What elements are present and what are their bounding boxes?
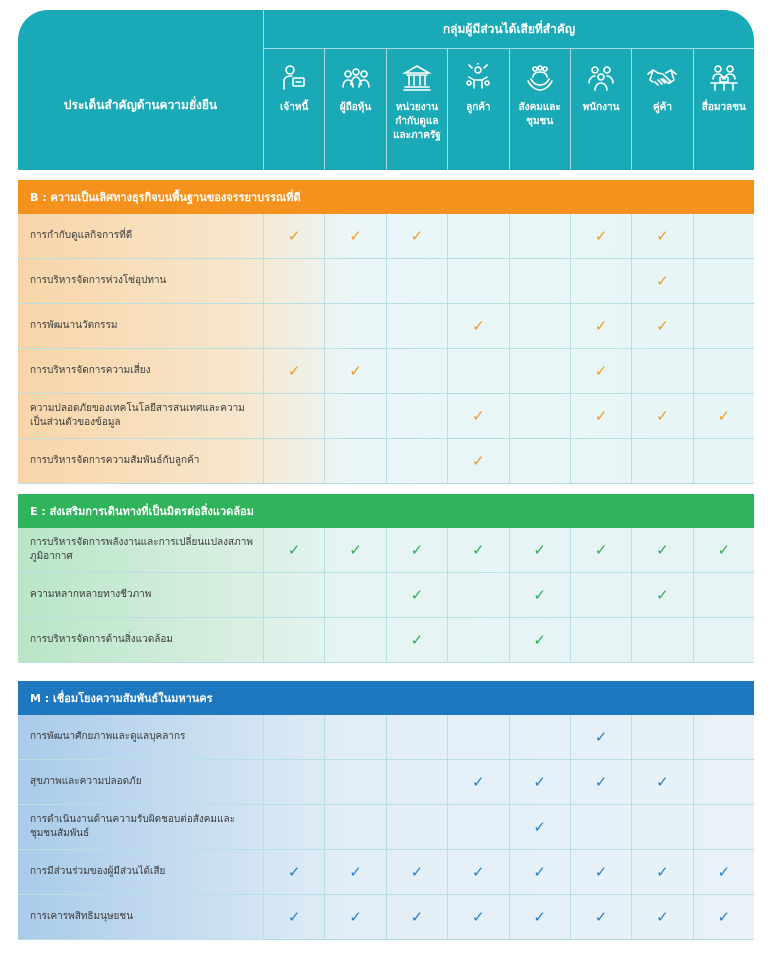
check-mark-icon: ✓ — [656, 773, 669, 791]
check-mark-icon: ✓ — [656, 272, 669, 290]
matrix-cell — [570, 394, 631, 438]
issue-label: ความปลอดภัยของเทคโนโลยีสารสนเทศและความเป็นส่วนตัวของข้อมูล — [30, 403, 245, 428]
shareholders-icon — [341, 63, 371, 93]
stakeholder-columns — [263, 49, 754, 170]
matrix-cell — [447, 805, 508, 849]
table-row — [18, 349, 754, 394]
check-mark-icon: ✓ — [410, 227, 424, 245]
check-mark-icon: ✓ — [349, 541, 362, 559]
employees-icon — [586, 63, 616, 93]
matrix-cell — [631, 895, 692, 939]
matrix-cell — [509, 259, 570, 303]
check-mark-icon: ✓ — [349, 362, 362, 380]
matrix-cell — [570, 715, 631, 759]
check-mark-icon: ✓ — [410, 908, 424, 926]
issue-label: การบริหารจัดการความสัมพันธ์กับลูกค้า — [30, 455, 200, 466]
matrix-cell — [693, 618, 754, 662]
check-mark-icon: ✓ — [717, 541, 731, 559]
matrix-cell — [447, 715, 508, 759]
matrix-cell — [386, 618, 447, 662]
section-metropolitan-relations — [18, 681, 754, 940]
matrix-cell — [693, 394, 754, 438]
check-mark-icon: ✓ — [656, 863, 669, 881]
matrix-cell — [509, 214, 570, 258]
section-title: E : ส่งเสริมการเดินทางที่เป็นมิตรต่อสิ่งแวดล้อม — [18, 494, 754, 528]
check-mark-icon: ✓ — [533, 541, 546, 559]
matrix-cell — [386, 439, 447, 483]
check-mark-icon: ✓ — [287, 541, 301, 559]
matrix-cell — [447, 618, 508, 662]
matrix-cell — [631, 805, 692, 849]
matrix-cell — [631, 573, 692, 617]
matrix-cell — [324, 214, 385, 258]
matrix-cell — [263, 304, 324, 348]
matrix-cell — [631, 715, 692, 759]
section-rows — [18, 715, 754, 940]
matrix-cell — [324, 573, 385, 617]
check-mark-icon: ✓ — [717, 863, 731, 881]
table-row — [18, 805, 754, 850]
section-title: M : เชื่อมโยงความสัมพันธ์ในมหานคร — [18, 681, 754, 715]
matrix-cell — [693, 214, 754, 258]
matrix-cell — [570, 259, 631, 303]
stakeholder-label: สังคมและชุมชน — [518, 102, 561, 127]
matrix-cell — [509, 394, 570, 438]
matrix-cell — [693, 304, 754, 348]
check-mark-icon: ✓ — [410, 586, 424, 604]
check-mark-icon: ✓ — [533, 908, 546, 926]
matrix-cell — [509, 715, 570, 759]
matrix-cell — [570, 439, 631, 483]
matrix-cell — [324, 715, 385, 759]
sustainability-issues-header: ประเด็นสำคัญด้านความยั่งยืน — [18, 10, 263, 170]
table-row — [18, 259, 754, 304]
matrix-cell — [447, 850, 508, 894]
matrix-cell — [263, 895, 324, 939]
matrix-cell — [263, 349, 324, 393]
matrix-cell — [263, 528, 324, 572]
matrix-cell — [324, 439, 385, 483]
media-icon — [709, 63, 739, 93]
matrix-cell — [447, 259, 508, 303]
check-mark-icon: ✓ — [656, 908, 669, 926]
matrix-cell — [509, 439, 570, 483]
matrix-cell — [263, 618, 324, 662]
check-mark-icon: ✓ — [717, 407, 731, 425]
check-mark-icon: ✓ — [410, 863, 424, 881]
table-row — [18, 528, 754, 573]
matrix-cell — [386, 214, 447, 258]
table-row — [18, 618, 754, 663]
matrix-cell — [263, 394, 324, 438]
matrix-cell — [447, 760, 508, 804]
matrix-cell — [263, 214, 324, 258]
issue-label: การบริหารจัดการพลังงานและการเปลี่ยนแปลงสภาพภูมิอากาศ — [30, 537, 253, 562]
check-mark-icon: ✓ — [594, 541, 608, 559]
table-row — [18, 214, 754, 259]
matrix-cell — [447, 895, 508, 939]
check-mark-icon: ✓ — [287, 227, 301, 245]
matrix-cell — [386, 394, 447, 438]
matrix-cell — [631, 528, 692, 572]
stakeholder-column-customers — [447, 49, 508, 170]
check-mark-icon: ✓ — [594, 407, 608, 425]
check-mark-icon: ✓ — [349, 863, 362, 881]
matrix-cell — [447, 439, 508, 483]
check-mark-icon: ✓ — [287, 908, 301, 926]
check-mark-icon: ✓ — [533, 586, 546, 604]
matrix-cell — [631, 349, 692, 393]
matrix-cell — [447, 304, 508, 348]
check-mark-icon: ✓ — [533, 773, 546, 791]
matrix-cell — [509, 573, 570, 617]
matrix-cell — [447, 349, 508, 393]
matrix-cell — [693, 850, 754, 894]
stakeholder-column-government — [386, 49, 447, 170]
matrix-cell — [263, 259, 324, 303]
matrix-cell — [324, 805, 385, 849]
matrix-cell — [631, 214, 692, 258]
matrix-cell — [324, 304, 385, 348]
matrix-cell — [447, 394, 508, 438]
check-mark-icon: ✓ — [656, 317, 669, 335]
handshake-icon — [647, 63, 677, 93]
check-mark-icon: ✓ — [594, 863, 608, 881]
check-mark-icon: ✓ — [656, 407, 669, 425]
matrix-cell — [693, 895, 754, 939]
matrix-cell — [570, 805, 631, 849]
matrix-cell — [386, 304, 447, 348]
table-header — [18, 10, 754, 170]
matrix-cell — [324, 760, 385, 804]
check-mark-icon: ✓ — [287, 362, 301, 380]
government-building-icon — [402, 63, 432, 93]
section-environment — [18, 494, 754, 663]
issue-label: การบริหารจัดการห่วงโซ่อุปทาน — [30, 275, 167, 286]
table-row — [18, 439, 754, 484]
matrix-cell — [386, 805, 447, 849]
check-mark-icon: ✓ — [472, 452, 485, 470]
matrix-cell — [693, 573, 754, 617]
matrix-cell — [263, 439, 324, 483]
check-mark-icon: ✓ — [594, 728, 608, 746]
stakeholder-column-community — [509, 49, 570, 170]
check-mark-icon: ✓ — [717, 908, 731, 926]
matrix-cell — [631, 618, 692, 662]
matrix-cell — [631, 760, 692, 804]
community-icon — [525, 63, 555, 93]
issue-label: การบริหารจัดการความเสี่ยง — [30, 365, 151, 376]
table-row — [18, 394, 754, 439]
stakeholder-label: เจ้าหนี้ — [280, 102, 309, 113]
issue-label: สุขภาพและความปลอดภัย — [30, 776, 142, 787]
customers-icon — [463, 63, 493, 93]
matrix-cell — [570, 760, 631, 804]
matrix-cell — [509, 349, 570, 393]
check-mark-icon: ✓ — [410, 541, 424, 559]
check-mark-icon: ✓ — [349, 227, 362, 245]
section-business-excellence — [18, 180, 754, 484]
check-mark-icon: ✓ — [472, 317, 485, 335]
issue-label: การกำกับดูแลกิจการที่ดี — [30, 230, 133, 241]
matrix-cell — [386, 528, 447, 572]
stakeholder-column-creditor — [263, 49, 324, 170]
matrix-cell — [263, 850, 324, 894]
check-mark-icon: ✓ — [472, 863, 485, 881]
matrix-cell — [386, 349, 447, 393]
matrix-cell — [324, 394, 385, 438]
table-row — [18, 715, 754, 760]
issue-label: การพัฒนาศักยภาพและดูแลบุคลากร — [30, 731, 186, 742]
check-mark-icon: ✓ — [472, 541, 485, 559]
check-mark-icon: ✓ — [472, 908, 485, 926]
check-mark-icon: ✓ — [533, 818, 546, 836]
check-mark-icon: ✓ — [594, 773, 608, 791]
matrix-cell — [324, 850, 385, 894]
matrix-cell — [570, 573, 631, 617]
stakeholder-column-media — [693, 49, 754, 170]
matrix-cell — [693, 349, 754, 393]
matrix-cell — [263, 715, 324, 759]
stakeholder-label: คู่ค้า — [652, 102, 672, 113]
issue-label: ความหลากหลายทางชีวภาพ — [30, 589, 152, 600]
matrix-cell — [509, 618, 570, 662]
matrix-cell — [386, 895, 447, 939]
matrix-cell — [386, 715, 447, 759]
matrix-cell — [386, 573, 447, 617]
matrix-cell — [570, 214, 631, 258]
matrix-cell — [386, 259, 447, 303]
matrix-cell — [509, 760, 570, 804]
matrix-cell — [693, 715, 754, 759]
matrix-cell — [570, 850, 631, 894]
table-row — [18, 573, 754, 618]
stakeholders-header — [263, 10, 754, 170]
section-title: B : ความเป็นเลิศทางธุรกิจบนพื้นฐานของจรรยาบรรณที่ดี — [18, 180, 754, 214]
stakeholder-label: สื่อมวลชน — [701, 102, 746, 113]
matrix-cell — [570, 349, 631, 393]
check-mark-icon: ✓ — [472, 773, 485, 791]
matrix-cell — [447, 573, 508, 617]
stakeholder-label: หน่วยงานกำกับดูแลและภาครัฐ — [393, 102, 441, 141]
stakeholder-column-employees — [570, 49, 631, 170]
matrix-cell — [324, 618, 385, 662]
matrix-cell — [386, 760, 447, 804]
matrix-cell — [693, 805, 754, 849]
issue-label: การดำเนินงานด้านความรับผิดชอบต่อสังคมและชุมชนสัมพันธ์ — [30, 814, 235, 839]
stakeholder-label: พนักงาน — [582, 102, 620, 113]
check-mark-icon: ✓ — [594, 362, 608, 380]
stakeholder-column-shareholders — [324, 49, 385, 170]
matrix-cell — [631, 439, 692, 483]
matrix-cell — [447, 528, 508, 572]
matrix-cell — [263, 805, 324, 849]
matrix-cell — [324, 528, 385, 572]
matrix-cell — [509, 805, 570, 849]
check-mark-icon: ✓ — [656, 227, 669, 245]
issue-label: การพัฒนานวัตกรรม — [30, 320, 118, 331]
check-mark-icon: ✓ — [656, 541, 669, 559]
matrix-cell — [324, 259, 385, 303]
table-row — [18, 850, 754, 895]
check-mark-icon: ✓ — [287, 863, 301, 881]
matrix-cell — [324, 349, 385, 393]
matrix-cell — [263, 760, 324, 804]
matrix-cell — [570, 304, 631, 348]
matrix-cell — [631, 850, 692, 894]
table-row — [18, 304, 754, 349]
stakeholder-label: ลูกค้า — [466, 102, 491, 113]
matrix-cell — [509, 850, 570, 894]
check-mark-icon: ✓ — [533, 863, 546, 881]
check-mark-icon: ✓ — [472, 407, 485, 425]
check-mark-icon: ✓ — [349, 908, 362, 926]
check-mark-icon: ✓ — [410, 631, 424, 649]
issue-label: การมีส่วนร่วมของผู้มีส่วนได้เสีย — [30, 866, 166, 877]
check-mark-icon: ✓ — [656, 586, 669, 604]
matrix-cell — [509, 528, 570, 572]
matrix-cell — [570, 618, 631, 662]
matrix-cell — [693, 528, 754, 572]
section-rows — [18, 528, 754, 663]
matrix-cell — [693, 760, 754, 804]
issue-label: การเคารพสิทธิมนุษยชน — [30, 911, 134, 922]
matrix-cell — [447, 214, 508, 258]
matrix-cell — [631, 394, 692, 438]
matrix-cell — [631, 259, 692, 303]
matrix-cell — [570, 895, 631, 939]
matrix-cell — [509, 895, 570, 939]
table-row — [18, 895, 754, 940]
matrix-cell — [693, 259, 754, 303]
check-mark-icon: ✓ — [594, 908, 608, 926]
creditor-icon — [279, 63, 309, 93]
stakeholders-title: กลุ่มผู้มีส่วนได้เสียที่สำคัญ — [263, 10, 754, 49]
stakeholder-matrix-table — [18, 10, 754, 940]
issue-label: การบริหารจัดการด้านสิ่งแวดล้อม — [30, 634, 173, 645]
matrix-cell — [263, 573, 324, 617]
matrix-cell — [693, 439, 754, 483]
matrix-cell — [570, 528, 631, 572]
check-mark-icon: ✓ — [533, 631, 546, 649]
matrix-cell — [324, 895, 385, 939]
check-mark-icon: ✓ — [594, 227, 608, 245]
check-mark-icon: ✓ — [594, 317, 608, 335]
matrix-cell — [509, 304, 570, 348]
stakeholder-column-partners — [631, 49, 692, 170]
matrix-cell — [631, 304, 692, 348]
table-row — [18, 760, 754, 805]
stakeholder-label: ผู้ถือหุ้น — [339, 102, 372, 113]
matrix-cell — [386, 850, 447, 894]
section-rows — [18, 214, 754, 484]
